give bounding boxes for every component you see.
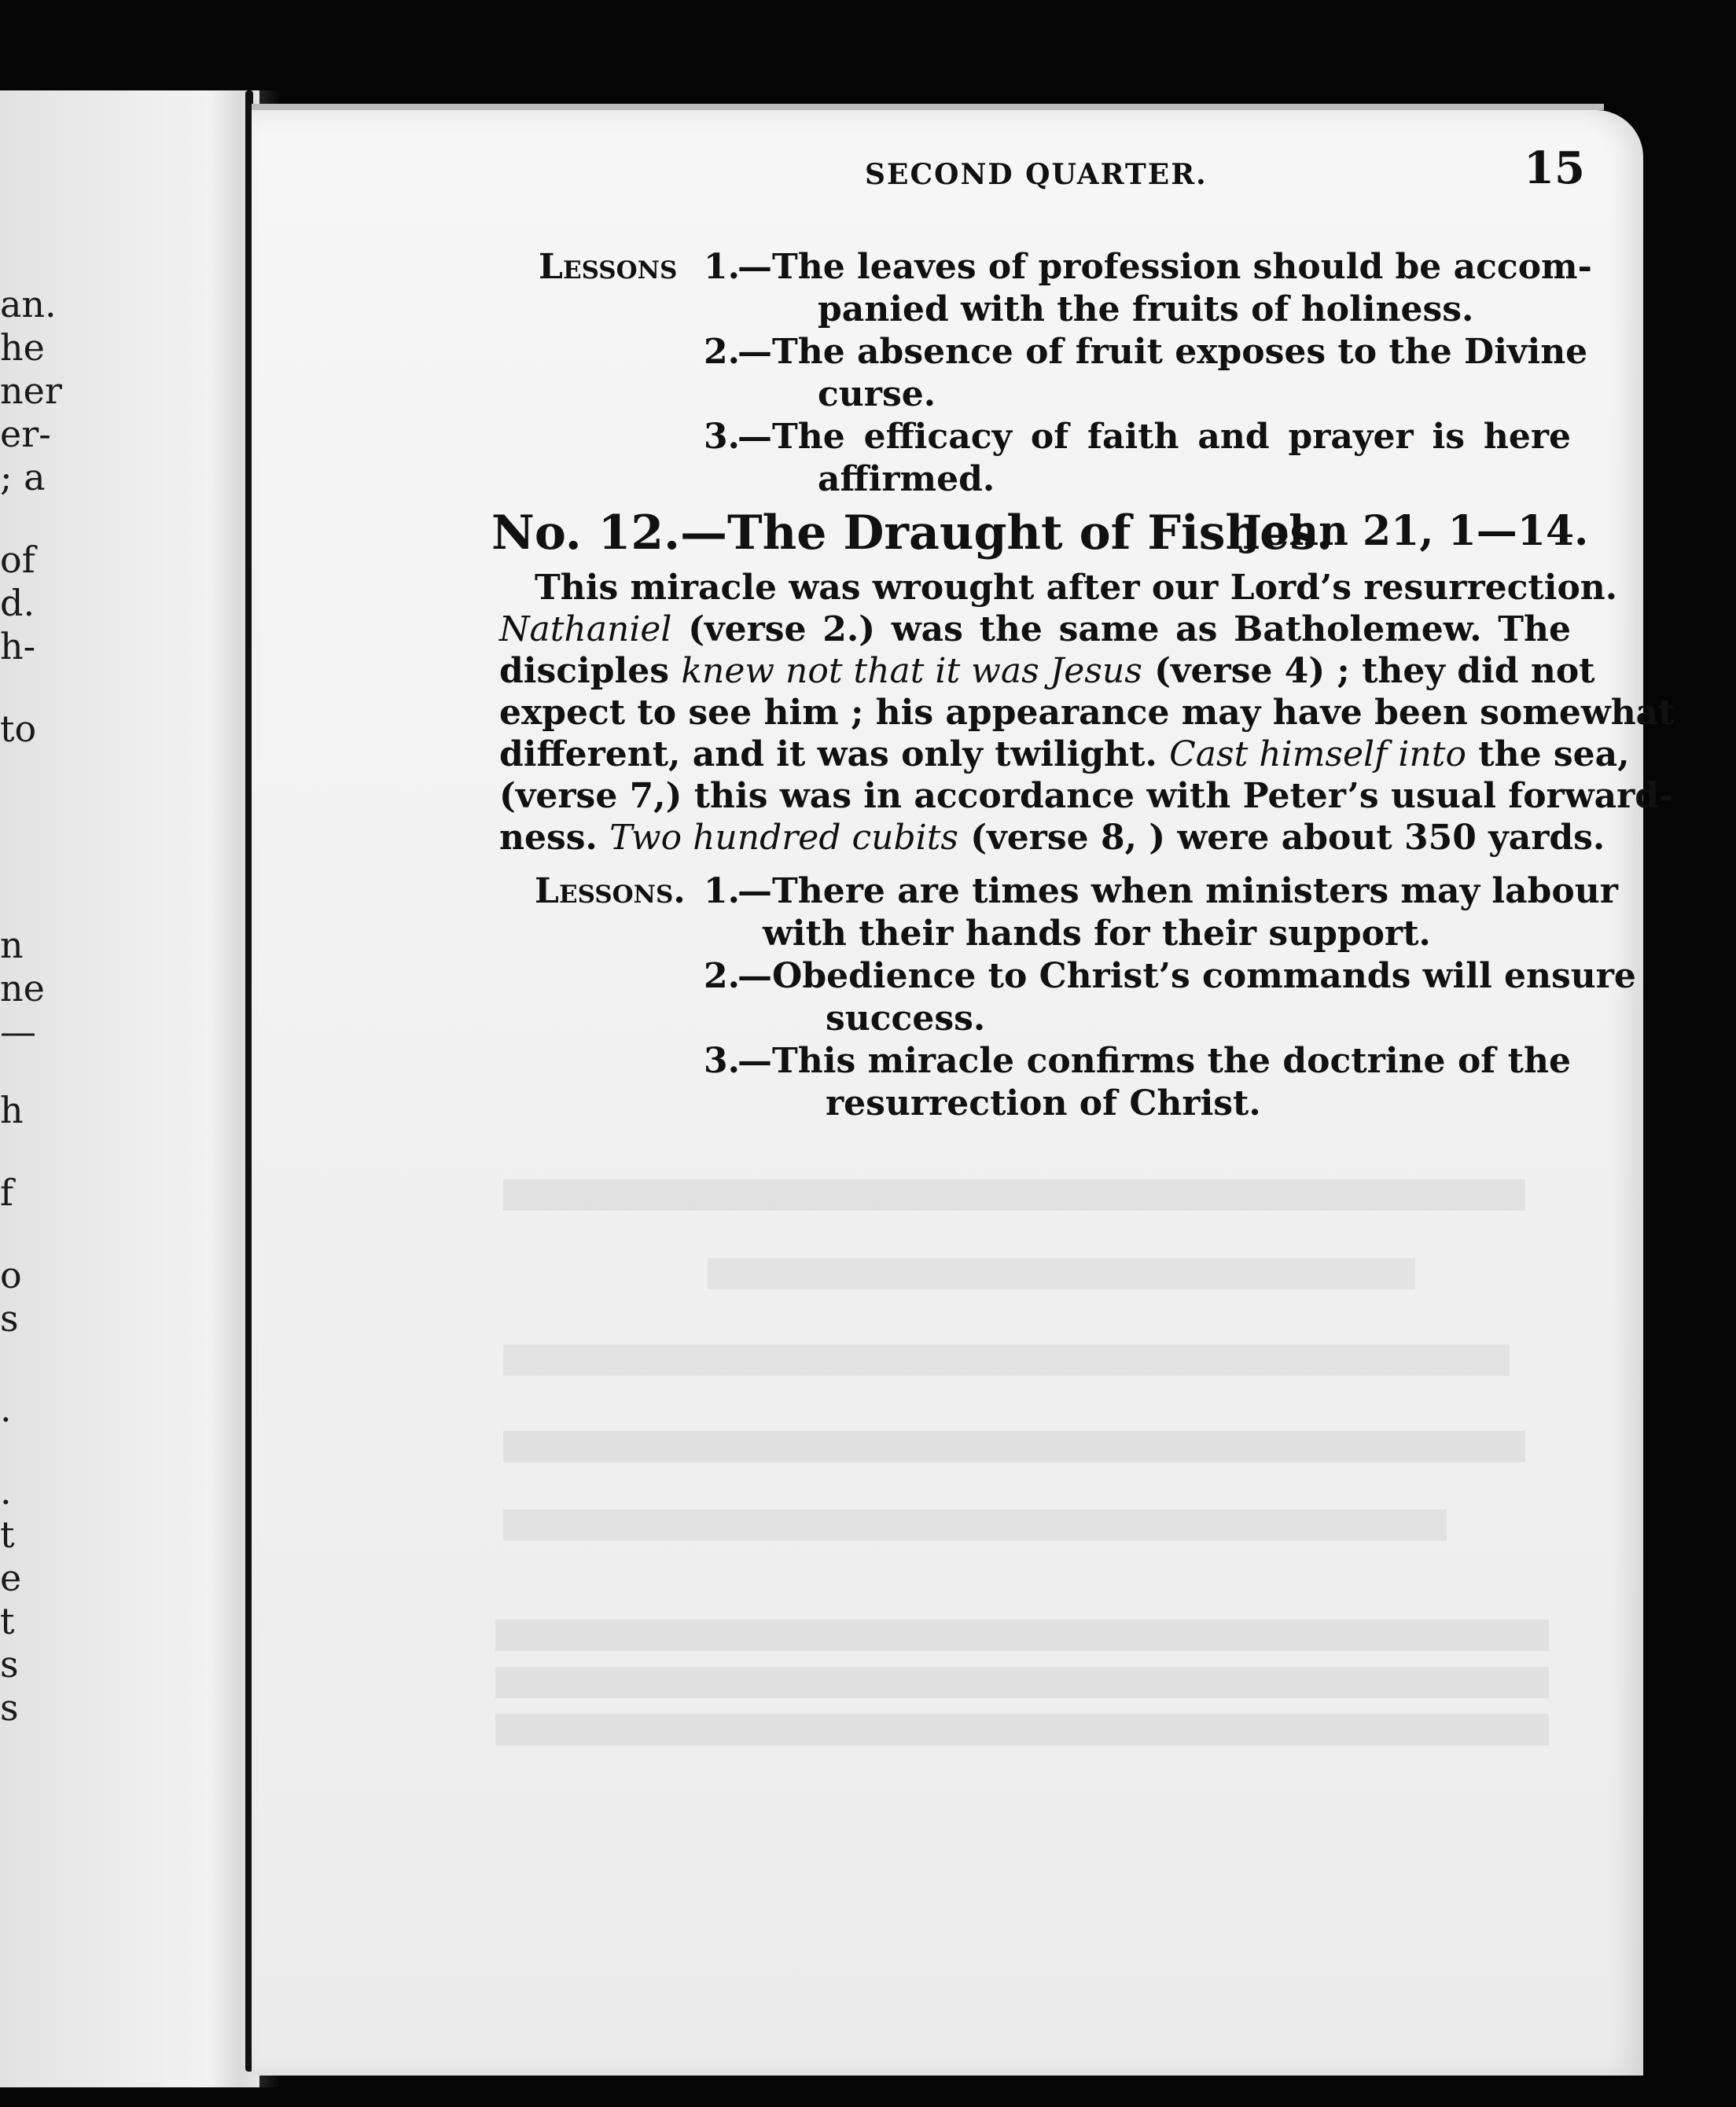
- body-text: ness.: [499, 818, 610, 858]
- lesson-text: —There are times when ministers may labour: [737, 871, 1618, 911]
- left-fragment: e: [0, 1557, 22, 1599]
- left-fragment: s: [0, 1643, 19, 1686]
- lesson-text: —The absence of fruit exposes to the Divine: [737, 332, 1588, 372]
- lesson-text-continued: with their hands for their support.: [763, 914, 1431, 954]
- left-fragment: h: [0, 1089, 24, 1131]
- left-fragment: of: [0, 539, 35, 581]
- lesson-number: 3.: [704, 1041, 740, 1081]
- lesson-text-continued: curse.: [818, 374, 936, 414]
- body-text: (verse 4) ; they did not: [1142, 651, 1595, 691]
- body-line: [499, 734, 1630, 775]
- lesson-text: —The efficacy of faith and prayer is here: [737, 417, 1571, 457]
- left-fragment: d.: [0, 582, 35, 624]
- body-text: different, and it was only twilight.: [499, 734, 1170, 774]
- section-heading: [491, 506, 1333, 561]
- body-text: the sea,: [1466, 734, 1630, 774]
- italic-phrase: Two hundred cubits: [609, 818, 958, 858]
- italic-phrase: Nathaniel: [499, 609, 672, 649]
- lesson-text-continued: success.: [826, 998, 986, 1039]
- bleed-through-mark: [503, 1179, 1525, 1211]
- body-text: (verse 8, ) were about 350 yards.: [958, 818, 1605, 858]
- lesson-number: 2.: [704, 332, 740, 372]
- body-line: This miracle was wrought after our Lord’s resurrection.: [535, 568, 1618, 608]
- left-fragment: t: [0, 1600, 15, 1642]
- lesson-text: —This miracle confirms the doctrine of the: [737, 1041, 1571, 1081]
- left-fragment: n: [0, 924, 24, 966]
- lesson-number: 1.: [704, 871, 740, 911]
- left-fragment: .: [0, 1388, 12, 1430]
- lessons-label-text: Lessons.: [535, 871, 686, 911]
- left-fragment: er-: [0, 413, 51, 455]
- bleed-through-mark: [708, 1258, 1415, 1289]
- left-fragment: .: [0, 1470, 12, 1513]
- left-fragment: f: [0, 1171, 14, 1214]
- left-fragment: —: [0, 1010, 36, 1053]
- lessons-label: [535, 871, 686, 912]
- left-fragment: o: [0, 1254, 22, 1296]
- lesson-text: —Obedience to Christ’s commands will ensure: [737, 956, 1636, 996]
- scripture-reference: John 21, 1—14.: [1242, 507, 1589, 555]
- left-fragment: ; a: [0, 456, 46, 498]
- body-text: (verse 2.) was the same as Batholemew. The: [671, 609, 1571, 649]
- lesson-text-continued: affirmed.: [818, 459, 995, 499]
- left-fragment: he: [0, 326, 45, 369]
- body-line: expect to see him ; his appearance may have been somewhat: [499, 693, 1675, 733]
- left-fragment: ner: [0, 370, 62, 412]
- lesson-text: —The leaves of profession should be accom-: [737, 247, 1592, 287]
- left-fragment: ne: [0, 967, 45, 1009]
- running-header: SECOND QUARTER.: [865, 158, 1208, 191]
- lesson-text-continued: resurrection of Christ.: [826, 1083, 1261, 1123]
- left-fragment: s: [0, 1297, 19, 1340]
- page-number: 15: [1524, 142, 1585, 194]
- bleed-through-mark: [495, 1667, 1549, 1698]
- body-line: [499, 609, 1571, 650]
- body-line: (verse 7,) this was in accordance with Peter’s usual forward-: [499, 776, 1674, 816]
- lesson-text-continued: panied with the fruits of holiness.: [818, 289, 1474, 329]
- italic-phrase: Cast himself into: [1169, 734, 1466, 774]
- body-text: disciples: [499, 651, 682, 691]
- bleed-through-mark: [503, 1509, 1447, 1541]
- bleed-through-mark: [503, 1344, 1510, 1376]
- left-fragment: t: [0, 1513, 15, 1556]
- page-top-edge: [252, 104, 1604, 110]
- body-line: [499, 651, 1595, 692]
- left-fragment: h-: [0, 625, 36, 667]
- lesson-number: 2.: [704, 956, 740, 996]
- left-fragment: an.: [0, 283, 57, 325]
- bleed-through-mark: [503, 1431, 1525, 1462]
- lesson-number: 1.: [704, 247, 740, 287]
- section-title: —The Draught of Fishes.: [679, 506, 1333, 561]
- bleed-through-mark: [495, 1620, 1549, 1651]
- lesson-number: 3.: [704, 417, 740, 457]
- left-fragment: to: [0, 708, 37, 750]
- italic-phrase: knew not that it was Jesus: [681, 651, 1142, 691]
- bleed-through-mark: [495, 1714, 1549, 1745]
- body-line: [499, 818, 1605, 859]
- lessons-label-text: Lessons: [539, 247, 678, 287]
- lessons-label: [539, 247, 677, 288]
- left-fragment: s: [0, 1686, 19, 1729]
- section-number: No. 12.: [491, 506, 680, 561]
